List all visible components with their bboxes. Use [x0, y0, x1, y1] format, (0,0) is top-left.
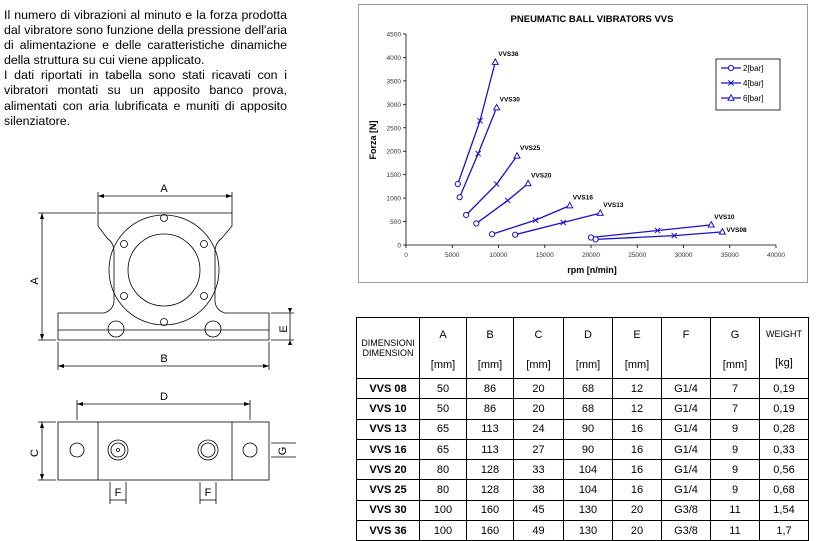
series-label-vvs10: VVS10: [714, 213, 735, 221]
table-row: [357, 379, 809, 399]
cell: 33: [514, 460, 564, 480]
intro-text: [4, 8, 287, 129]
y-tick-label: 0: [397, 242, 401, 250]
cell-model: VVS 08: [357, 379, 420, 399]
bolt-hole: [121, 293, 128, 300]
col-unit: [mm]: [477, 359, 503, 371]
cell: 11: [711, 521, 760, 541]
series-line-vvs16: [492, 206, 570, 235]
series-label-vvs36: VVS36: [498, 51, 519, 59]
cell: 20: [514, 399, 564, 419]
legend-label: 2[bar]: [743, 64, 764, 73]
cell: 7: [711, 379, 760, 399]
cell: 104: [564, 480, 613, 500]
cell: 128: [467, 480, 514, 500]
table-row: [357, 480, 809, 500]
data-point-vvs20: [505, 198, 510, 203]
cell: G1/4: [662, 480, 711, 500]
x-tick-label: 25000: [628, 252, 647, 259]
x-tick-label: 40000: [766, 252, 786, 259]
cell: 90: [564, 419, 613, 439]
front-flange-outer: [109, 215, 219, 325]
col-header: [420, 318, 467, 379]
col-name: G: [730, 329, 740, 341]
data-point-vvs25: [464, 212, 469, 217]
cell: 16: [613, 460, 662, 480]
col-name: B: [486, 329, 494, 341]
cell: 65: [420, 419, 467, 439]
data-point-vvs30: [457, 195, 462, 200]
dim-label-C: C: [29, 449, 41, 457]
series-label-vvs16: VVS16: [572, 194, 593, 202]
cell: 130: [564, 500, 613, 520]
col-header: [514, 318, 564, 379]
col-header: [711, 318, 760, 379]
y-axis-label: Forza [N]: [368, 120, 378, 160]
col-header: [564, 318, 613, 379]
cell: 80: [420, 480, 467, 500]
table-header-row: [357, 318, 809, 379]
legend-label: 6[bar]: [743, 94, 764, 103]
bolt-hole: [201, 241, 208, 248]
y-tick-label: 2500: [386, 125, 401, 133]
series-label-vvs30: VVS30: [499, 96, 520, 104]
x-axis-label: rpm [n/min]: [567, 265, 617, 275]
cell: 80: [420, 460, 467, 480]
data-point-vvs20: [474, 221, 479, 226]
dimensions-header-it: DIMENSIONI: [361, 338, 415, 348]
mount-hole-left: [108, 321, 124, 337]
series-label-vvs13: VVS13: [603, 202, 624, 210]
col-header: [613, 318, 662, 379]
cell: 68: [564, 399, 613, 419]
cell: 100: [420, 500, 467, 520]
cell-model: VVS 10: [357, 399, 420, 419]
chart-title: PNEUMATIC BALL VIBRATORS VVS: [510, 14, 674, 25]
cell: G1/4: [662, 399, 711, 419]
col-unit: [mm]: [624, 359, 650, 371]
cell: 130: [564, 521, 613, 541]
cell-model: VVS 16: [357, 439, 420, 459]
cell-model: VVS 30: [357, 500, 420, 520]
cell: 7: [711, 399, 760, 419]
cell: 9: [711, 460, 760, 480]
y-tick-label: 4500: [386, 31, 401, 39]
cell: G1/4: [662, 379, 711, 399]
dim-label-A-side: A: [29, 277, 41, 285]
series-line-vvs13: [515, 213, 600, 235]
dim-label-A-top: A: [160, 183, 168, 195]
cell-model: VVS 13: [357, 419, 420, 439]
cell: 113: [467, 419, 514, 439]
cell: G1/4: [662, 419, 711, 439]
data-point-vvs25: [514, 153, 520, 158]
dimensions-header: [357, 318, 420, 379]
cell: 104: [564, 460, 613, 480]
y-tick-label: 4000: [386, 54, 401, 62]
cell: 50: [420, 399, 467, 419]
series-line-vvs10: [591, 225, 711, 238]
x-tick-label: 15000: [535, 252, 554, 259]
cell: 90: [564, 439, 613, 459]
mount-hole-right: [205, 321, 221, 337]
dim-label-D: D: [160, 391, 168, 403]
col-unit: [kg]: [775, 357, 793, 369]
cell: 0,68: [760, 480, 809, 500]
col-unit: [mm]: [575, 359, 601, 371]
cell: 12: [613, 379, 662, 399]
cell: 0,33: [760, 439, 809, 459]
series-line-vvs20: [476, 184, 528, 224]
cell: 16: [613, 439, 662, 459]
y-tick-label: 1000: [386, 195, 401, 203]
cell: 160: [467, 500, 514, 520]
col-name: A: [439, 329, 447, 341]
data-point-vvs36: [455, 181, 460, 186]
cell: G3/8: [662, 521, 711, 541]
data-point-vvs30: [476, 151, 481, 156]
cell: 12: [613, 399, 662, 419]
bolt-hole: [201, 293, 208, 300]
table-row: [357, 419, 809, 439]
table-row: [357, 460, 809, 480]
cell: 20: [613, 500, 662, 520]
chart-legend: [716, 59, 780, 110]
legend-label: 4[bar]: [743, 79, 764, 88]
dim-label-F-right: F: [204, 487, 212, 499]
cell: 1,7: [760, 521, 809, 541]
x-tick-label: 0: [404, 252, 408, 259]
data-point-vvs30: [494, 104, 500, 109]
data-point-vvs16: [489, 232, 494, 237]
cell: 0,56: [760, 460, 809, 480]
legend-marker: [728, 65, 733, 70]
dim-label-F-left: F: [114, 487, 122, 499]
cell: 11: [711, 500, 760, 520]
col-unit: [mm]: [430, 359, 456, 371]
cell: 113: [467, 439, 514, 459]
col-name: C: [534, 329, 543, 341]
vibrator-top-body: [58, 422, 269, 480]
col-header: [760, 318, 809, 379]
cell: 9: [711, 480, 760, 500]
technical-drawings: [0, 170, 300, 539]
col-name: E: [633, 329, 641, 341]
cell: 50: [420, 379, 467, 399]
cell: 86: [467, 379, 514, 399]
front-flange-inner: [128, 234, 200, 306]
cell: 0,28: [760, 419, 809, 439]
data-point-vvs13: [597, 210, 603, 215]
cell: 128: [467, 460, 514, 480]
col-name: WEIGHT: [766, 329, 802, 339]
dimension-table: [356, 317, 809, 541]
series-line-vvs30: [460, 108, 497, 198]
x-tick-label: 30000: [674, 252, 693, 259]
y-tick-label: 2000: [386, 148, 401, 156]
x-tick-label: 5000: [445, 252, 460, 259]
data-point-vvs36: [492, 59, 498, 64]
cell: 24: [514, 419, 564, 439]
cell: 9: [711, 439, 760, 459]
col-unit: [662, 341, 710, 359]
col-name: D: [584, 329, 592, 341]
col-header: [467, 318, 514, 379]
table-row: [357, 439, 809, 459]
cell: G1/4: [662, 460, 711, 480]
cell: 16: [613, 419, 662, 439]
dimensions-header-en: DIMENSION: [362, 348, 414, 358]
cell: 20: [514, 379, 564, 399]
cell-model: VVS 25: [357, 480, 420, 500]
cell: 27: [514, 439, 564, 459]
table-row: [357, 500, 809, 520]
intro-paragraph-1: Il numero di vibrazioni al minuto e la forza prodotta dal vibratore sono funzione della pressione dell'aria di alimentazione e delle caratteristiche dinamiche della struttura su cui viene applicato.: [4, 8, 287, 68]
cell-model: VVS 36: [357, 521, 420, 541]
bolt-hole: [161, 215, 168, 222]
cell: 160: [467, 521, 514, 541]
vibrator-front-body: [58, 213, 269, 340]
series-label-vvs20: VVS20: [531, 172, 552, 180]
table-row: [357, 399, 809, 419]
cell: 20: [613, 521, 662, 541]
data-point-vvs16: [567, 202, 573, 207]
cell: 65: [420, 439, 467, 459]
dim-label-G: G: [277, 446, 289, 456]
data-point-vvs25: [494, 181, 499, 186]
col-name: F: [682, 329, 690, 341]
cell: 86: [467, 399, 514, 419]
dim-label-B: B: [160, 353, 168, 365]
chart-svg: [359, 5, 807, 282]
cell: 68: [564, 379, 613, 399]
col-header: [662, 318, 711, 379]
intro-paragraph-2: I dati riportati in tabella sono stati ricavati con i vibratori montati su un apposito banco prova, alimentati con aria lubrificata e muniti di apposito silenziatore.: [4, 68, 287, 128]
y-tick-label: 3500: [386, 78, 401, 86]
y-tick-label: 3000: [386, 101, 401, 109]
data-point-vvs08: [593, 237, 598, 242]
series-label-vvs08: VVS08: [726, 226, 747, 234]
x-tick-label: 20000: [581, 252, 601, 259]
data-point-vvs13: [513, 232, 518, 237]
cell: 0,19: [760, 379, 809, 399]
bolt-hole: [161, 319, 168, 326]
cell: 1,54: [760, 500, 809, 520]
cell: G3/8: [662, 500, 711, 520]
col-unit: [mm]: [722, 359, 748, 371]
series-line-vvs36: [458, 62, 495, 184]
data-point-vvs20: [525, 180, 531, 185]
cell: 45: [514, 500, 564, 520]
y-tick-label: 1500: [386, 172, 401, 180]
cell: 0,19: [760, 399, 809, 419]
top-mount-hole-right: [243, 443, 257, 457]
dim-label-E: E: [278, 325, 290, 333]
series-label-vvs25: VVS25: [520, 144, 541, 152]
table-row: [357, 521, 809, 541]
data-point-vvs08: [719, 229, 725, 234]
cell: 49: [514, 521, 564, 541]
cell: 9: [711, 419, 760, 439]
cell: 16: [613, 480, 662, 500]
cell: G1/4: [662, 439, 711, 459]
col-unit: [mm]: [526, 359, 551, 371]
data-point-vvs10: [708, 222, 714, 227]
x-tick-label: 35000: [720, 252, 739, 259]
top-mount-hole-left: [70, 443, 84, 457]
y-tick-label: 500: [390, 219, 401, 227]
cell: 38: [514, 480, 564, 500]
x-tick-label: 10000: [489, 252, 508, 259]
cell: 100: [420, 521, 467, 541]
bolt-hole: [121, 241, 128, 248]
vibration-chart: [358, 4, 808, 283]
cell-model: VVS 20: [357, 460, 420, 480]
